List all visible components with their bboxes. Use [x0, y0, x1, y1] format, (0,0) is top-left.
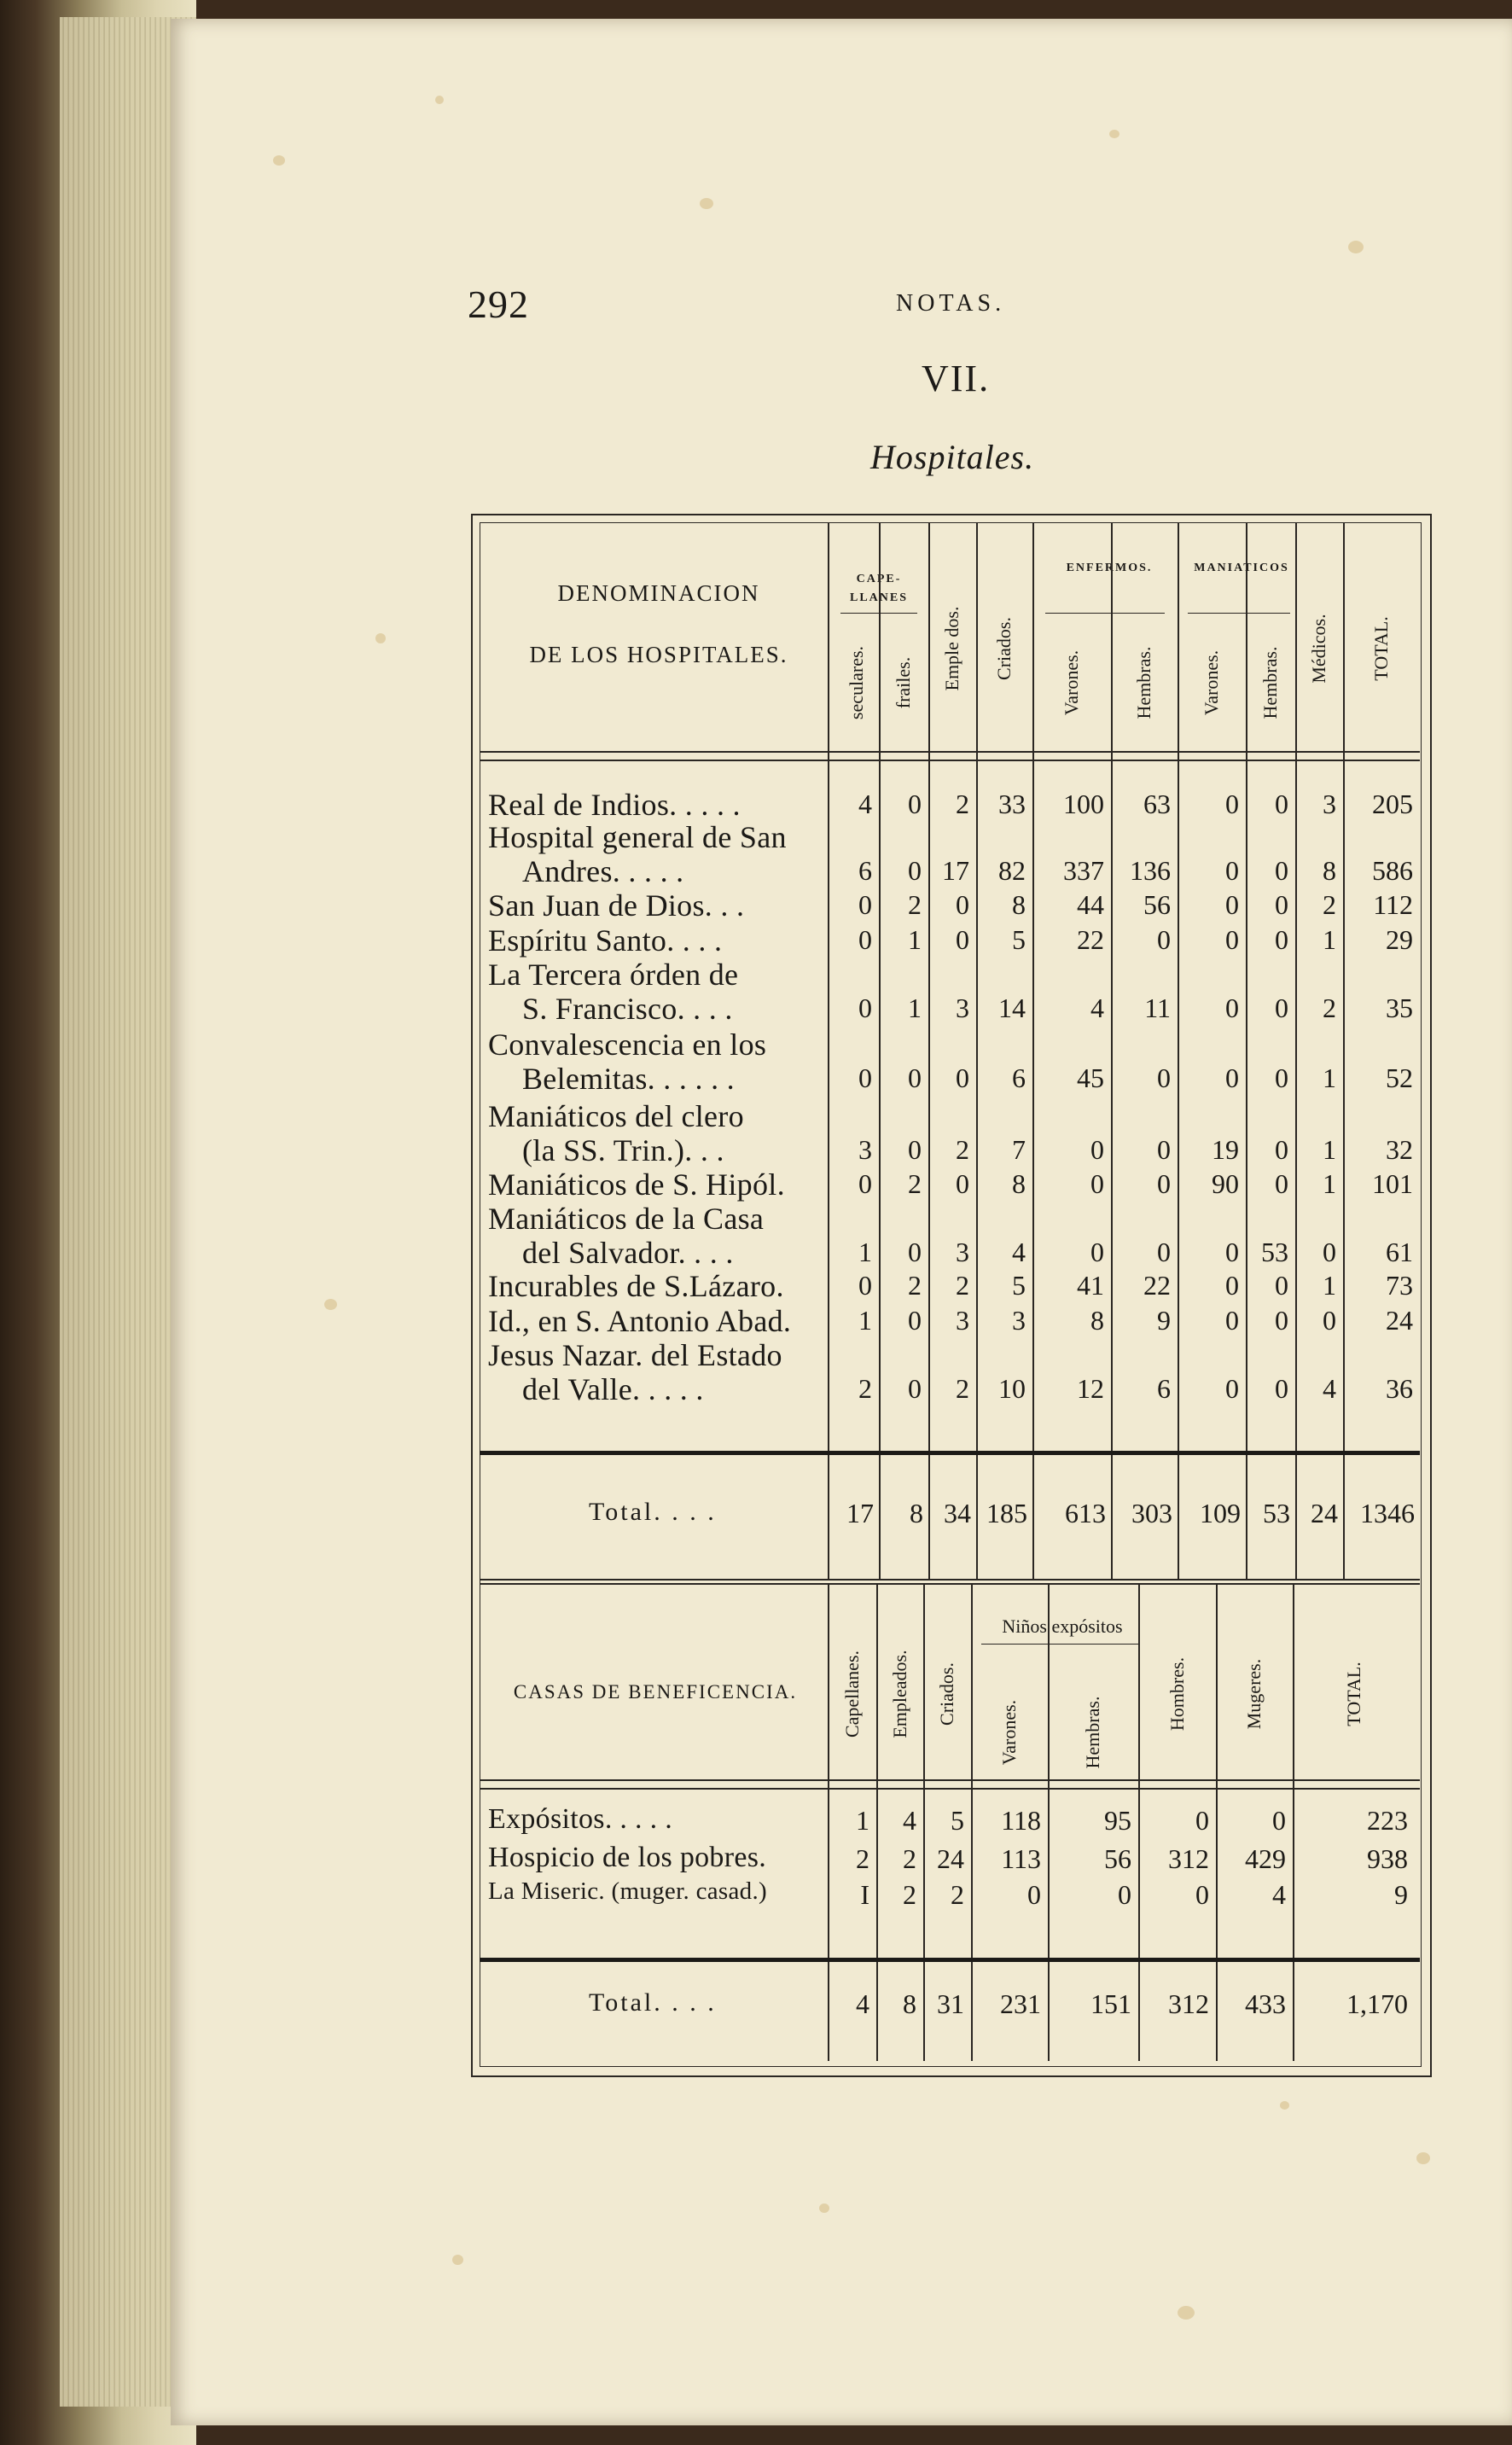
hosp-cell: 2 [908, 889, 922, 920]
benef-total-label: Total. . . . [589, 1988, 717, 2017]
benef-cell: 4 [1272, 1879, 1286, 1910]
hosp-cell: 44 [1077, 889, 1104, 920]
benef-cell: 95 [1104, 1805, 1131, 1836]
hosp-cell: 0 [908, 1134, 922, 1165]
benef-row-label: Expósitos. . . . . [488, 1803, 673, 1835]
hosp-total-cell: 17 [846, 1498, 874, 1528]
hosp-cell: 35 [1386, 993, 1413, 1023]
hosp-cell: 10 [998, 1373, 1026, 1404]
benef-cell: 5 [951, 1805, 964, 1836]
hosp-cell: 0 [858, 993, 872, 1023]
benef-cell: I [860, 1879, 869, 1910]
hosp-cell: 3 [956, 993, 969, 1023]
hosp-cell: 0 [1157, 1237, 1171, 1267]
hosp-col-divider [1246, 522, 1247, 1579]
benef-cell: 113 [1001, 1843, 1041, 1874]
hosp-cell: 0 [1225, 789, 1239, 819]
hosp-cell: 0 [1275, 1373, 1288, 1404]
hosp-cell: 0 [908, 1305, 922, 1336]
hosp-cell: 8 [1012, 889, 1026, 920]
hosp-cell: 1 [1323, 1062, 1336, 1093]
hosp-cell: 101 [1372, 1168, 1413, 1199]
benef-total-cell: 151 [1090, 1988, 1131, 2019]
hosp-cell: 0 [908, 1237, 922, 1267]
benef-cell: 0 [1195, 1805, 1209, 1836]
hosp-cell: 53 [1261, 1237, 1288, 1267]
benef-cell: 9 [1394, 1879, 1408, 1910]
benef-cell: 312 [1168, 1843, 1209, 1874]
page-number: 292 [468, 282, 529, 326]
hosp-cell: 3 [1323, 789, 1336, 819]
hosp-cell: 1 [858, 1305, 872, 1336]
benef-total-cell: 8 [903, 1988, 916, 2019]
hosp-cell: 0 [1157, 924, 1171, 955]
benef-cell: 2 [951, 1879, 964, 1910]
benef-total-rule [480, 1958, 1420, 1962]
hosp-col-header: Hembras. [1133, 646, 1154, 719]
benef-col-header: Empleados. [888, 1650, 910, 1738]
hosp-cell: 8 [1323, 855, 1336, 886]
benef-cell: 0 [1272, 1805, 1286, 1836]
hosp-cell: 0 [908, 1062, 922, 1093]
hosp-cell: 0 [1225, 1062, 1239, 1093]
benef-col-header: Capellanes. [840, 1650, 863, 1738]
hosp-cell: 1 [1323, 1134, 1336, 1165]
header-group-ninos: Niños expósitos [1002, 1615, 1123, 1637]
hosp-col-header: frailes. [893, 656, 914, 709]
header-group-enfermos: ENFERMOS. [1066, 562, 1153, 574]
hosp-cell: 12 [1077, 1373, 1104, 1404]
hosp-cell: 0 [908, 789, 922, 819]
section-number: VII. [922, 358, 991, 399]
hosp-cell: 0 [858, 1062, 872, 1093]
benef-cell: 0 [1027, 1879, 1041, 1910]
hosp-cell: 0 [956, 889, 969, 920]
hosp-cell: 2 [956, 1134, 969, 1165]
hosp-cell: 82 [998, 855, 1026, 886]
hosp-cell: 0 [1275, 1062, 1288, 1093]
hosp-cell: 52 [1386, 1062, 1413, 1093]
hosp-cell: 0 [1225, 993, 1239, 1023]
hosp-total-cell: 185 [986, 1498, 1027, 1528]
hosp-cell: 337 [1063, 855, 1104, 886]
hosp-cell: 2 [858, 1373, 872, 1404]
beneficencia-header-name: CASAS DE BENEFICENCIA. [513, 1681, 798, 1703]
hosp-cell: 0 [1225, 1237, 1239, 1267]
benef-cell: 2 [903, 1879, 916, 1910]
benef-row-label: Hospicio de los pobres. [488, 1842, 767, 1873]
hosp-bottom-rule [480, 1579, 1420, 1581]
hosp-cell: 4 [1012, 1237, 1026, 1267]
benef-cell: 429 [1245, 1843, 1286, 1874]
benef-col-header: Hembras. [1082, 1696, 1103, 1769]
hosp-cell: 90 [1212, 1168, 1239, 1199]
benef-cell: 56 [1104, 1843, 1131, 1874]
hosp-cell: 0 [1225, 924, 1239, 955]
hosp-cell: 8 [1090, 1305, 1104, 1336]
hosp-cell: 33 [998, 789, 1026, 819]
hosp-col-divider [828, 522, 829, 1579]
hosp-cell: 0 [1225, 1270, 1239, 1301]
hosp-total-rule [480, 1451, 1420, 1455]
hosp-cell: 36 [1386, 1373, 1413, 1404]
hosp-cell: 0 [908, 1373, 922, 1404]
benef-row-label: La Miseric. (muger. casad.) [488, 1877, 767, 1905]
hosp-cell: 0 [1157, 1062, 1171, 1093]
hosp-cell: 4 [1090, 993, 1104, 1023]
hosp-row-label: Maniáticos del clero [488, 1099, 744, 1133]
hosp-cell: 61 [1386, 1237, 1413, 1267]
hosp-col-divider [928, 522, 930, 1579]
hosp-cell: 1 [908, 993, 922, 1023]
hosp-col-header: seculares. [845, 645, 867, 720]
hosp-cell: 5 [1012, 924, 1026, 955]
hosp-total-cell: 24 [1311, 1498, 1338, 1528]
hosp-row-label: Maniáticos de S. Hipól. [488, 1167, 785, 1202]
hosp-col-divider [1295, 522, 1297, 1579]
maniaticos-bracket [1188, 613, 1290, 614]
hosp-cell: 14 [998, 993, 1026, 1023]
ninos-bracket [981, 1644, 1139, 1645]
hosp-cell: 1 [858, 1237, 872, 1267]
hosp-cell: 0 [1323, 1237, 1336, 1267]
benef-cell: 4 [903, 1805, 916, 1836]
hosp-row-label: Hospital general de San [488, 820, 787, 854]
hosp-col-header: TOTAL. [1370, 616, 1392, 681]
hosp-row-label: Convalescencia en los [488, 1027, 767, 1062]
hosp-cell: 0 [1157, 1134, 1171, 1165]
benef-cell: 24 [937, 1843, 964, 1874]
hosp-cell: 6 [1012, 1062, 1026, 1093]
hosp-total-label: Total. . . . [589, 1498, 717, 1526]
benef-cell: 118 [1001, 1805, 1041, 1836]
hosp-cell: 0 [1225, 1373, 1239, 1404]
hosp-cell: 4 [858, 789, 872, 819]
hosp-cell: 2 [956, 789, 969, 819]
hosp-row-label: del Salvador. . . . [522, 1236, 734, 1270]
hosp-cell: 4 [1323, 1373, 1336, 1404]
hosp-cell: 0 [858, 1270, 872, 1301]
hosp-cell: 41 [1077, 1270, 1104, 1301]
hosp-cell: 0 [1275, 1134, 1288, 1165]
hosp-cell: 0 [908, 855, 922, 886]
hosp-cell: 0 [1275, 855, 1288, 886]
hosp-cell: 136 [1130, 855, 1171, 886]
benef-col-header: Mugeres. [1243, 1658, 1265, 1730]
hosp-col-divider [1343, 522, 1345, 1579]
hosp-cell: 0 [1275, 1305, 1288, 1336]
hosp-cell: 0 [1090, 1168, 1104, 1199]
hosp-cell: 22 [1077, 924, 1104, 955]
hosp-cell: 0 [1225, 889, 1239, 920]
hosp-cell: 0 [858, 924, 872, 955]
hosp-cell: 0 [1323, 1305, 1336, 1336]
hosp-cell: 17 [942, 855, 969, 886]
hosp-cell: 3 [858, 1134, 872, 1165]
hosp-row-label: Belemitas. . . . . . [522, 1062, 735, 1096]
hosp-cell: 3 [956, 1305, 969, 1336]
hosp-header-rule [480, 751, 1420, 753]
benef-cell: 1 [856, 1805, 869, 1836]
benef-col-header: TOTAL. [1342, 1662, 1364, 1726]
hosp-cell: 24 [1386, 1305, 1413, 1336]
header-group-capellanes: CAPE-LLANES [849, 573, 909, 604]
hosp-row-label: Andres. . . . . [522, 854, 684, 888]
benef-cell: 938 [1367, 1843, 1408, 1874]
hosp-cell: 2 [1323, 993, 1336, 1023]
hosp-cell: 6 [858, 855, 872, 886]
benef-total-cell: 433 [1245, 1988, 1286, 2019]
hosp-cell: 2 [956, 1270, 969, 1301]
hosp-row-label: Incurables de S.Lázaro. [488, 1269, 784, 1303]
hosp-cell: 0 [858, 889, 872, 920]
benef-top-rule [480, 1583, 1420, 1585]
hosp-cell: 45 [1077, 1062, 1104, 1093]
hosp-col-divider [1111, 522, 1113, 1579]
hosp-cell: 100 [1063, 789, 1104, 819]
hosp-row-label: S. Francisco. . . . [522, 992, 733, 1026]
benef-total-cell: 231 [1000, 1988, 1041, 2019]
hosp-total-cell: 303 [1131, 1498, 1172, 1528]
hosp-row-label: San Juan de Dios. . . [488, 888, 745, 923]
hosp-cell: 73 [1386, 1270, 1413, 1301]
hosp-cell: 56 [1143, 889, 1171, 920]
hosp-cell: 1 [1323, 1270, 1336, 1301]
hosp-cell: 1 [1323, 924, 1336, 955]
hosp-cell: 22 [1143, 1270, 1171, 1301]
benef-total-cell: 4 [856, 1988, 869, 2019]
hosp-cell: 586 [1372, 855, 1413, 886]
hosp-cell: 0 [1225, 1305, 1239, 1336]
hosp-col-header: Criados. [993, 617, 1015, 680]
hosp-cell: 0 [1090, 1237, 1104, 1267]
hosp-cell: 9 [1157, 1305, 1171, 1336]
benef-cell: 2 [856, 1843, 869, 1874]
hosp-cell: 5 [1012, 1270, 1026, 1301]
hosp-cell: 3 [956, 1237, 969, 1267]
hosp-cell: 2 [956, 1373, 969, 1404]
hosp-cell: 63 [1143, 789, 1171, 819]
hosp-cell: 2 [1323, 889, 1336, 920]
hosp-cell: 2 [908, 1270, 922, 1301]
hosp-cell: 11 [1144, 993, 1171, 1023]
hosp-cell: 0 [1275, 1270, 1288, 1301]
running-head: NOTAS. [896, 290, 1006, 317]
hosp-cell: 0 [858, 1168, 872, 1199]
hosp-cell: 0 [956, 1168, 969, 1199]
hosp-cell: 0 [1275, 789, 1288, 819]
hosp-row-label: Maniáticos de la Casa [488, 1202, 765, 1236]
benef-total-cell: 31 [937, 1988, 964, 2019]
hosp-cell: 6 [1157, 1373, 1171, 1404]
hosp-cell: 0 [1275, 1168, 1288, 1199]
hosp-cell: 1 [908, 924, 922, 955]
hosp-cell: 32 [1386, 1134, 1413, 1165]
hosp-cell: 19 [1212, 1134, 1239, 1165]
benef-col-header: Hombres. [1166, 1656, 1188, 1732]
hosp-cell: 205 [1372, 789, 1413, 819]
hosp-cell: 0 [1275, 924, 1288, 955]
hosp-col-divider [1178, 522, 1179, 1579]
hosp-row-label: Real de Indios. . . . . [488, 788, 741, 822]
hosp-total-cell: 53 [1263, 1498, 1290, 1528]
hosp-col-header: Emple dos. [941, 606, 962, 691]
hosp-row-label: Id., en S. Antonio Abad. [488, 1304, 792, 1338]
hosp-row-label: (la SS. Trin.). . . [522, 1133, 724, 1167]
hosp-cell: 0 [1275, 993, 1288, 1023]
benef-cell: 0 [1118, 1879, 1131, 1910]
enfermos-bracket [1045, 613, 1165, 614]
hosp-row-label: La Tercera órden de [488, 958, 739, 992]
hosp-col-divider [1032, 522, 1034, 1579]
benef-cell: 0 [1195, 1879, 1209, 1910]
hosp-cell: 0 [956, 1062, 969, 1093]
hosp-total-cell: 8 [910, 1498, 923, 1528]
hosp-col-header: Hembras. [1259, 646, 1281, 719]
section-title: Hospitales. [870, 438, 1035, 476]
hosp-cell: 8 [1012, 1168, 1026, 1199]
hosp-cell: 1 [1323, 1168, 1336, 1199]
hosp-col-header: Médicos. [1308, 614, 1329, 684]
benef-header-rule [480, 1779, 1420, 1781]
hosp-cell: 0 [1225, 855, 1239, 886]
hosp-cell: 7 [1012, 1134, 1026, 1165]
hosp-row-label: Espíritu Santo. . . . [488, 923, 723, 958]
benef-total-cell: 1,170 [1346, 1988, 1408, 2019]
capellanes-bracket [840, 613, 917, 614]
header-group-maniaticos: MANIATICOS [1194, 562, 1289, 574]
hosp-row-label: Jesus Nazar. del Estado [488, 1338, 782, 1372]
hosp-total-cell: 109 [1200, 1498, 1241, 1528]
hosp-cell: 112 [1373, 889, 1413, 920]
hosp-header-rule-2 [480, 760, 1420, 761]
benef-total-cell: 312 [1168, 1988, 1209, 2019]
hosp-cell: 3 [1012, 1305, 1026, 1336]
hosp-total-cell: 34 [944, 1498, 971, 1528]
hosp-cell: 0 [1157, 1168, 1171, 1199]
hosp-col-header: Varones. [1201, 649, 1222, 716]
benef-cell: 223 [1367, 1805, 1408, 1836]
hosp-total-cell: 1346 [1360, 1498, 1415, 1528]
hospitals-header-name-line1: DENOMINACION [557, 580, 760, 606]
hosp-col-divider [879, 522, 881, 1579]
hosp-cell: 0 [956, 924, 969, 955]
benef-col-header: Criados. [936, 1662, 957, 1726]
hosp-cell: 0 [1275, 889, 1288, 920]
hosp-cell: 2 [908, 1168, 922, 1199]
benef-header-rule-2 [480, 1788, 1420, 1790]
hosp-total-cell: 613 [1065, 1498, 1106, 1528]
hospitals-header-name-line2: DE LOS HOSPITALES. [529, 642, 788, 667]
hosp-row-label: del Valle. . . . . [522, 1372, 704, 1406]
benef-col-header: Varones. [998, 1699, 1020, 1766]
hosp-col-header: Varones. [1061, 649, 1082, 716]
hosp-cell: 0 [1090, 1134, 1104, 1165]
hosp-cell: 29 [1386, 924, 1413, 955]
benef-cell: 2 [903, 1843, 916, 1874]
hosp-col-divider [976, 522, 978, 1579]
